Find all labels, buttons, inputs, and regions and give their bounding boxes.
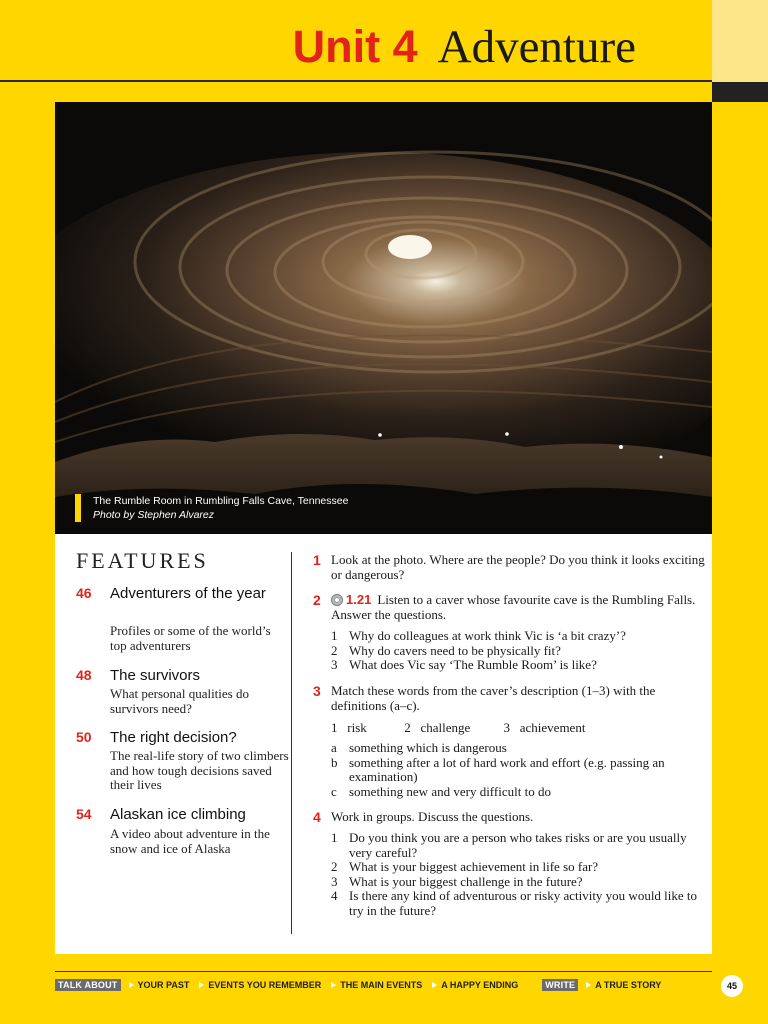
- definition-item: [331, 756, 706, 785]
- footer-topic-label: YOUR PAST: [137, 980, 190, 990]
- footer-topic: [331, 980, 422, 990]
- footer-topic: [199, 980, 321, 990]
- arrow-right-icon: [586, 982, 591, 988]
- feature-page: 54: [76, 806, 92, 822]
- word-text: achievement: [519, 720, 586, 735]
- footer-topic-label: A TRUE STORY: [595, 980, 662, 990]
- feature-desc: The real-life story of two climbers and how tough decisions saved their lives: [110, 748, 289, 793]
- item-number: 1: [331, 628, 338, 643]
- photo-caption: [75, 494, 348, 522]
- definition-list: [331, 741, 706, 799]
- list-item: [331, 889, 706, 918]
- feature-page: 46: [76, 585, 92, 601]
- list-item: [331, 875, 706, 890]
- word-item: [331, 720, 401, 735]
- question-text: Match these words from the caver’s description (1–3) with the definitions (a–c).: [331, 683, 656, 713]
- word-item: [404, 720, 500, 735]
- list-item: [331, 629, 706, 644]
- arrow-right-icon: [129, 982, 134, 988]
- footer-topic: [432, 980, 518, 990]
- definition-text: something which is dangerous: [349, 740, 507, 755]
- feature-title: The survivors: [110, 667, 201, 684]
- definition-letter: b: [331, 754, 338, 770]
- corner-tab-light: [712, 0, 768, 82]
- footer-topic-label: THE MAIN EVENTS: [340, 980, 423, 990]
- feature-page: 50: [76, 729, 92, 745]
- unit-title: [293, 20, 636, 74]
- definition-text: something after a lot of hard work and effort (e.g. passing an examination): [349, 754, 665, 785]
- arrow-right-icon: [331, 982, 336, 988]
- question-number: 4: [313, 809, 321, 825]
- unit-header: [0, 0, 712, 82]
- footer-topic-label: EVENTS YOU REMEMBER: [208, 980, 322, 990]
- item-number: 4: [331, 888, 338, 904]
- corner-tab-dark: [712, 82, 768, 102]
- word-number: 1: [331, 720, 338, 735]
- item-text: What does Vic say ‘The Rumble Room’ is like?: [349, 657, 597, 673]
- caption-text: The Rumble Room in Rumbling Falls Cave, Tennessee: [93, 495, 349, 507]
- item-text: Why do cavers need to be physically fit?: [349, 642, 561, 658]
- question-text-wrap: [331, 593, 706, 622]
- photo-credit: Photo by Stephen Alvarez: [93, 509, 215, 521]
- list-item: [331, 860, 706, 875]
- list-item: [331, 644, 706, 659]
- arrow-right-icon: [199, 982, 204, 988]
- word-text: risk: [347, 720, 367, 735]
- item-text: What is your biggest challenge in the future?: [349, 873, 583, 889]
- page-number: 45: [721, 975, 743, 997]
- item-text: Why do colleagues at work think Vic is ‘a bit crazy’?: [349, 628, 626, 643]
- unit-number: Unit 4: [292, 21, 418, 72]
- arrow-right-icon: [432, 982, 437, 988]
- question-text: Look at the photo. Where are the people? Do you think it looks exciting or dangerous?: [331, 552, 705, 582]
- item-text: Do you think you are a person who takes risks or are you usually very careful?: [349, 830, 687, 860]
- question-text: Work in groups. Discuss the questions.: [331, 809, 534, 824]
- definition-item: [331, 741, 706, 756]
- question-number: 2: [313, 592, 321, 608]
- features-column: [55, 534, 293, 934]
- feature-desc: A video about adventure in the snow and ice of Alaska: [110, 826, 270, 856]
- definition-text: something new and very difficult to do: [349, 783, 551, 799]
- definition-letter: c: [331, 783, 337, 799]
- cave-illustration: [55, 102, 712, 534]
- definition-letter: a: [331, 740, 337, 755]
- footer-topic: [586, 980, 661, 990]
- unit-name: Adventure: [437, 21, 636, 73]
- feature-title: The right decision?: [110, 729, 237, 746]
- question-text: Listen to a caver whose favourite cave is the Rumbling Falls. Answer the questions.: [331, 592, 696, 622]
- feature-desc: Profiles or some of the world’s top adventurers: [110, 623, 271, 653]
- word-text: challenge: [420, 720, 471, 735]
- word-item: [504, 720, 586, 735]
- definition-item: [331, 785, 706, 800]
- feature-page: 48: [76, 667, 92, 683]
- write-tag: WRITE: [542, 979, 578, 991]
- footer-topic-label: A HAPPY ENDING: [441, 980, 519, 990]
- question-number: 1: [313, 552, 321, 568]
- audio-cd-icon: [331, 594, 343, 606]
- feature-title: Alaskan ice climbing: [110, 806, 246, 823]
- footer-topic: [129, 980, 190, 990]
- question-4-list: [331, 831, 706, 919]
- features-heading: FEATURES: [76, 548, 209, 573]
- item-text: What is your biggest achievement in life so far?: [349, 859, 599, 875]
- item-number: 1: [331, 830, 338, 845]
- feature-desc: What personal qualities do survivors need?: [110, 686, 249, 716]
- footer-strip: [55, 978, 671, 992]
- item-number: 3: [331, 873, 338, 889]
- question-2-list: [331, 629, 706, 673]
- cave-photo: [55, 102, 712, 534]
- feature-title: Adventurers of the year: [110, 585, 266, 602]
- talk-about-tag: TALK ABOUT: [55, 979, 121, 991]
- word-list: [331, 720, 706, 735]
- list-item: [331, 831, 706, 860]
- item-number: 2: [331, 642, 338, 658]
- content-panel: [55, 534, 712, 954]
- item-text: Is there any kind of adventurous or risky activity you would like to try in the future?: [349, 888, 698, 918]
- word-number: 3: [503, 720, 510, 735]
- item-number: 2: [331, 859, 338, 875]
- list-item: [331, 658, 706, 673]
- item-number: 3: [331, 657, 338, 673]
- footer-rule: [55, 971, 712, 972]
- audio-track: 1.21: [346, 592, 372, 607]
- word-number: 2: [404, 720, 411, 735]
- question-number: 3: [313, 683, 321, 699]
- column-divider: [291, 552, 292, 934]
